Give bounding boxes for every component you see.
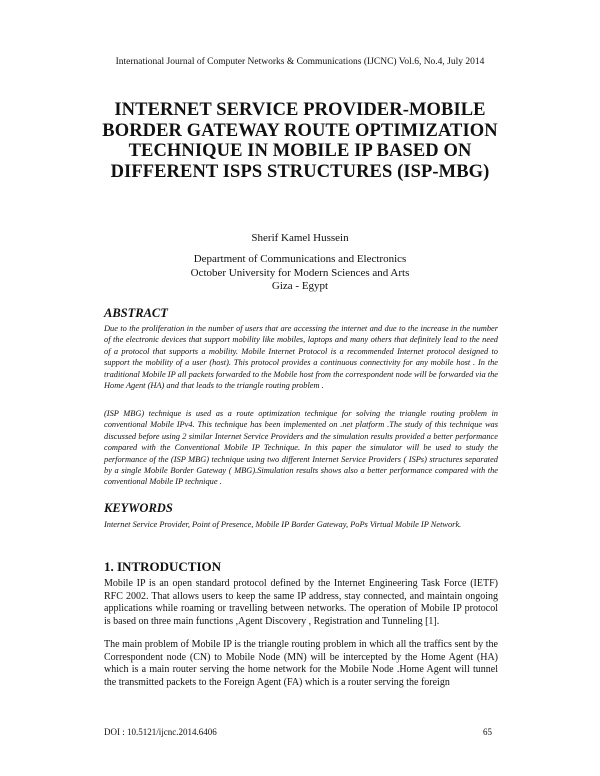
abstract-paragraph-1: Due to the proliferation in the number of users that are accessing the internet and due to the increase in the number of the electronic devices that support mobility like mobiles, laptops and many others that definitely lead to the need of a protocol that supports a mobility. Mobile Internet Protocol is a recommended Internet protocol designed to support the mobility of a user (host). This protocol provides a continuous connectivity for any mobile host . In the traditional Mobile IP all packets forwarded to the Mobile host from the correspondent node will be forwarded via the Home Agent (HA) and that leads to the triangle routing problem . bbox=[104, 324, 498, 391]
introduction-paragraph-2: The main problem of Mobile IP is the triangle routing problem in which all the traffics sent by the Correspondent node (CN) to Mobile Node (MN) will be intercepted by the Home Agent (HA) which is a main router serving the home network for the Mobile Node .Home Agent will tunnel the transmitted packets to the Foreign Agent (FA) which is a router serving the foreign bbox=[104, 639, 498, 688]
paper-title: INTERNET SERVICE PROVIDER-MOBILE BORDER GATEWAY ROUTE OPTIMIZATION TECHNIQUE IN MOBILE IP BASED ON DIFFERENT ISPS STRUCTURES (ISP-MBG) bbox=[102, 100, 498, 182]
keywords-text: Internet Service Provider, Point of Presence, Mobile IP Border Gateway, PoPs Virtual Mobile IP Network. bbox=[104, 520, 462, 529]
affiliation-department: Department of Communications and Electronics bbox=[193, 253, 407, 265]
affiliation-university: October University for Modern Sciences and Arts bbox=[190, 266, 410, 279]
author-affiliation bbox=[0, 253, 600, 294]
author-name: Sherif Kamel Hussein bbox=[251, 232, 349, 244]
journal-header: International Journal of Computer Networks & Communications (IJCNC) Vol.6, No.4, July 2014 bbox=[115, 57, 485, 67]
introduction-heading: 1. INTRODUCTION bbox=[104, 559, 222, 574]
keywords-heading: KEYWORDS bbox=[104, 501, 173, 515]
introduction-paragraph-1: Mobile IP is an open standard protocol defined by the Internet Engineering Task Force (IETF) RFC 2002. That allows users to keep the same IP address, stay connected, and maintain ongoing applications while roaming or travelling between networks. The operation of Mobile IP protocol is based on three main functions ,Agent Discovery , Registration and Tunneling [1]. bbox=[104, 578, 498, 627]
footer-doi: DOI : 10.5121/ijcnc.2014.6406 bbox=[104, 727, 217, 737]
page-number: 65 bbox=[483, 727, 492, 737]
abstract-paragraph-2: (ISP MBG) technique is used as a route optimization technique for solving the triangle routing problem in conventional Mobile IPv4. This technique has been implemented on .net platform .The study of this technique was discussed before using 2 similar Internet Service Providers and the simulation results provided a better performance compared with the Conventional Mobile IP Technique. In this paper the simulator will be used to study the performance of the (ISP MBG) technique using two different Internet Service Providers ( ISPs) structures separated by a single Mobile Border Gateway ( MBG).Simulation results shows also a better performance compared with the conventional Mobile IP technique . bbox=[104, 409, 498, 487]
abstract-heading: ABSTRACT bbox=[104, 306, 168, 320]
affiliation-location: Giza - Egypt bbox=[271, 280, 329, 292]
